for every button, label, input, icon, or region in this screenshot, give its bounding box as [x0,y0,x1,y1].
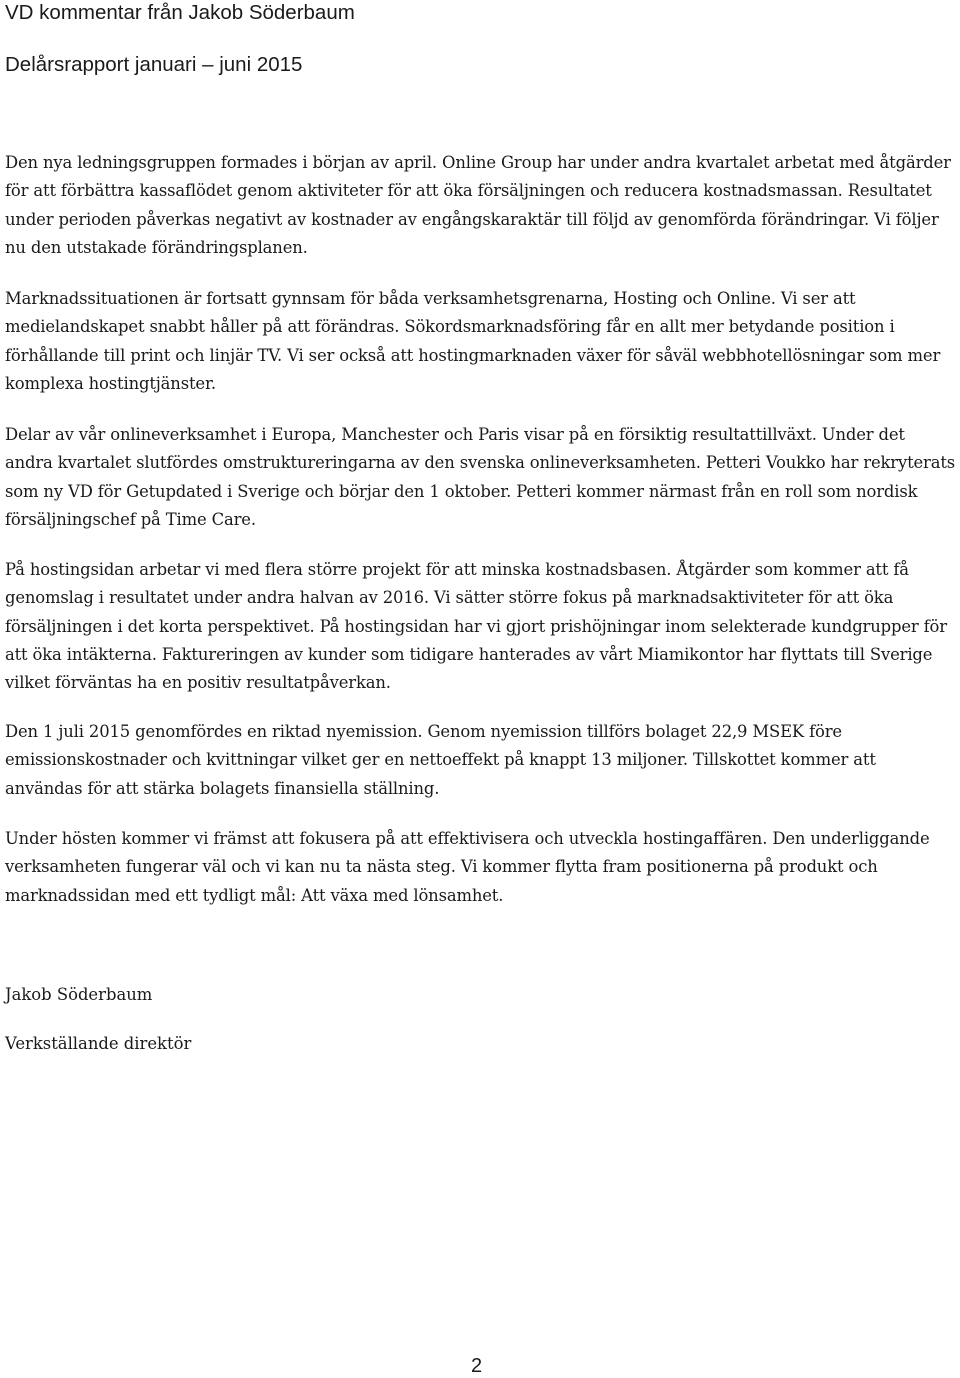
paragraph-emission: Den 1 juli 2015 genomfördes en riktad nyemission. Genom nyemission tillförs bolaget 22,9 MSEK före emissionskostnader och kvittningar vilket ger en nettoeffekt på knappt 13 miljoner. Tillskottet kommer att användas för att stärka bolagets finansiella ställning. [5,722,876,798]
document-title: VD kommentar från Jakob Söderbaum [5,1,355,24]
page-number: 2 [471,1355,483,1377]
document-subtitle: Delårsrapport januari – juni 2015 [5,53,303,76]
signature-name: Jakob Söderbaum [5,985,153,1004]
signature-title: Verkställande direktör [5,1034,192,1053]
paragraph-leadership: Den nya ledningsgruppen formades i början av april. Online Group har under andra kvartalet arbetat med åtgärder för att förbättra kassaflödet genom aktiviteter för att öka försäljningen och reducera kostnadsmassan. Resultatet under perioden påverkas negativt av kostnader av engångskaraktär till följd av genomförda förändringar. Vi följer nu den utstakade förändringsplanen. [5,153,951,257]
paragraph-outlook: Under hösten kommer vi främst att fokusera på att effektivisera och utveckla hostingaffären. Den underliggande verksamheten fungerar väl och vi kan nu ta nästa steg. Vi kommer flytta fram positionerna på produkt och marknadssidan med ett tydligt mål: Att växa med lönsamhet. [5,829,930,905]
paragraph-online: Delar av vår onlineverksamhet i Europa, Manchester och Paris visar på en försiktig resultattillväxt. Under det andra kvartalet slutfördes omstruktureringarna av den svenska onlineverksamheten. Petteri Voukko har rekryterats som ny VD för Getupdated i Sverige och börjar den 1 oktober. Petteri kommer närmast från en roll som nordisk försäljningschef på Time Care. [5,425,956,529]
paragraph-market: Marknadssituationen är fortsatt gynnsam för båda verksamhetsgrenarna, Hosting och Online. Vi ser att medielandskapet snabbt håller på att förändras. Sökordsmarknadsföring får en allt mer betydande position i förhållande till print och linjär TV. Vi ser också att hostingmarknaden växer för såväl webbhotellösningar som mer komplexa hostingtjänster. [5,289,941,393]
paragraph-hosting: På hostingsidan arbetar vi med flera större projekt för att minska kostnadsbasen. Åtgärder som kommer att få genomslag i resultatet under andra halvan av 2016. Vi sätter större fokus på marknadsaktiviteter för att öka försäljningen i det korta perspektivet. På hostingsidan har vi gjort prishöjningar inom selekterade kundgrupper för att öka intäkterna. Faktureringen av kunder som tidigare hanterades av vårt Miamikontor har flyttats till Sverige vilket förväntas ha en positiv resultatpåverkan. [5,560,947,693]
